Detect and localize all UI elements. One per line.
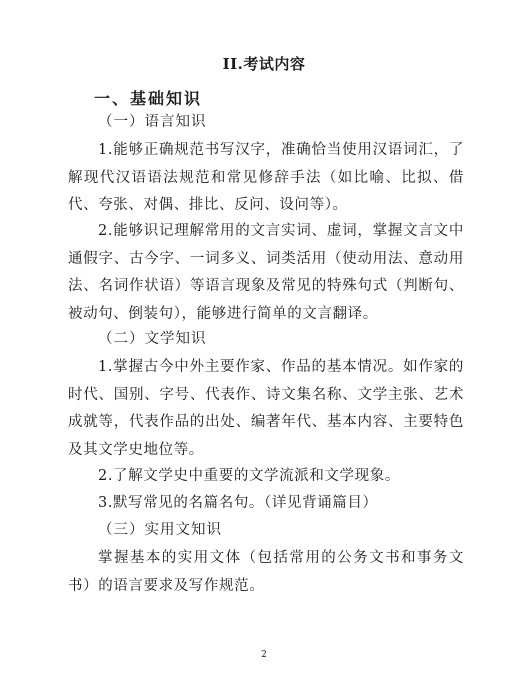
section-heading-basic-knowledge: 一、基础知识	[94, 89, 203, 108]
subheading-language-knowledge: （一）语言知识	[98, 114, 207, 130]
subheading-practical-writing: （三）实用文知识	[98, 522, 222, 538]
page-title: II.考试内容	[222, 55, 306, 73]
paragraph-literature-1: 1.掌握古今中外主要作家、作品的基本情况。如作家的时代、国别、字号、代表作、诗文集名称、文学主张、艺术成就等，代表作品的出处、编著年代、基本内容、主要特色及其文学史地位等。	[68, 359, 464, 458]
paragraph-literature-2: 2.了解文学史中重要的文学流派和文学现象。	[98, 468, 400, 484]
subheading-literature-knowledge: （二）文学知识	[98, 331, 207, 347]
paragraph-practical-writing: 掌握基本的实用文体（包括常用的公务文书和事务文书）的语言要求及写作规范。	[68, 550, 464, 594]
paragraph-language-1: 1.能够正确规范书写汉字，准确恰当使用汉语词汇，了解现代汉语语法规范和常见修辞手法（如比喻、比拟、借代、夸张、对偶、排比、反问、设问等）。	[68, 142, 464, 213]
paragraph-literature-3: 3.默写常见的名篇名句。（详见背诵篇目）	[98, 495, 378, 511]
paragraph-language-2: 2.能够识记理解常用的文言实词、虚词，掌握文言文中通假字、古今字、一词多义、词类活用（使动用法、意动用法、名词作状语）等语言现象及常见的特殊句式（判断句、被动句、倒装句），能够进行简单的文言翻译。	[68, 223, 464, 322]
page-number: 2	[261, 650, 267, 660]
